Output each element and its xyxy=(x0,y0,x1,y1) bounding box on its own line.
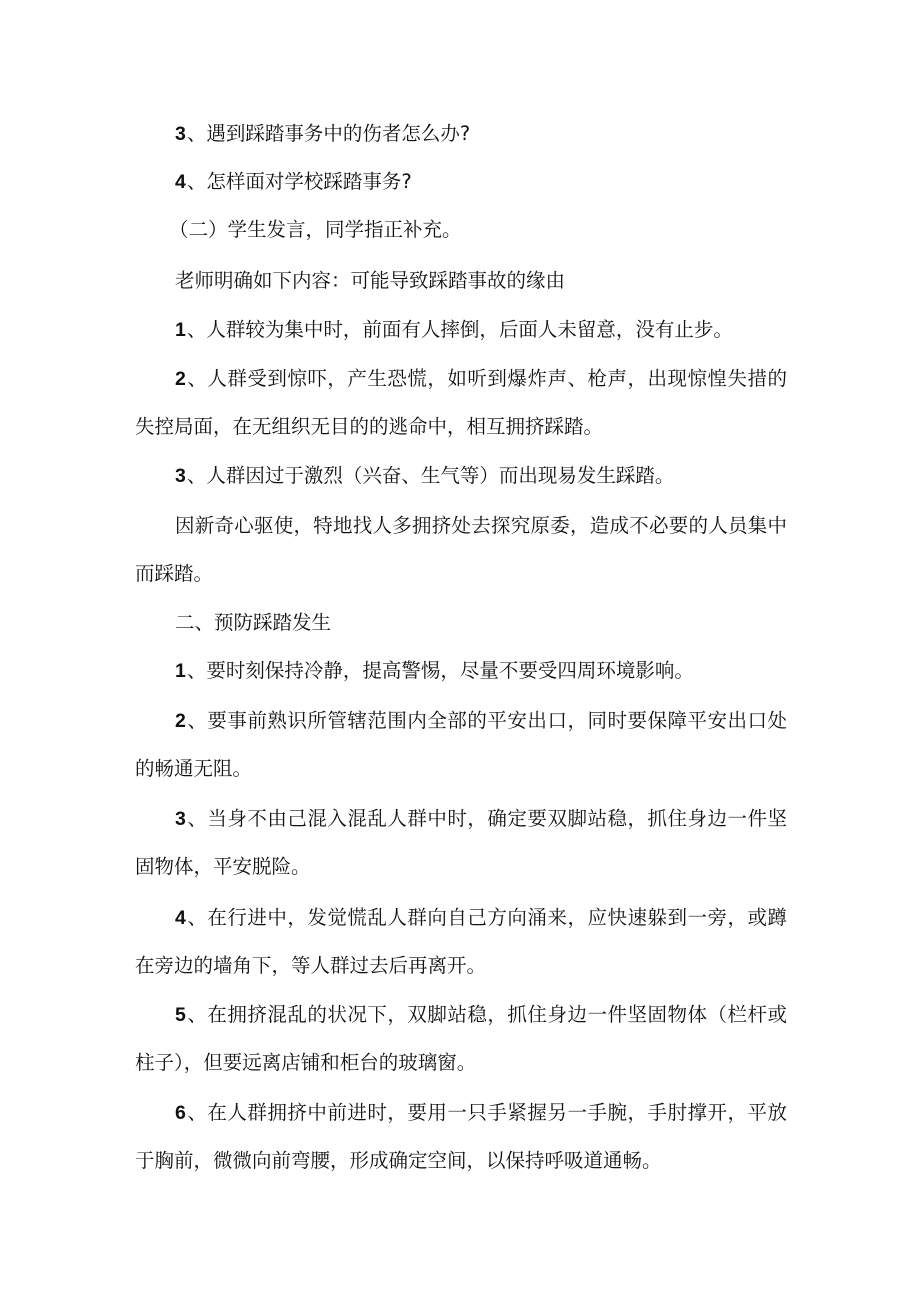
prevention-3 xyxy=(135,795,787,891)
cause-2 xyxy=(135,355,787,451)
prevention-2 xyxy=(135,697,787,793)
paragraph-text: 二、预防踩踏发生 xyxy=(175,611,332,634)
section-prevention-heading xyxy=(135,599,787,647)
paragraph-text: 、怎样面对学校踩踏事务? xyxy=(186,170,412,193)
paragraph-text: 、当身不由己混入混乱人群中时，确定要双脚站稳，抓住身边一件坚固物体，平安脱险。 xyxy=(135,807,787,878)
section-student-speech xyxy=(135,206,787,254)
item-number: 2 xyxy=(175,710,186,732)
question-3 xyxy=(135,110,787,158)
teacher-summary xyxy=(135,257,787,305)
paragraph-text: 、遇到踩踏事务中的伤者怎么办? xyxy=(186,122,471,145)
item-number: 5 xyxy=(175,1004,186,1026)
paragraph-text: 、人群因过于激烈（兴奋、生气等）而出现易发生踩踏。 xyxy=(186,464,675,487)
prevention-1 xyxy=(135,647,787,695)
paragraph-text: 、要时刻保持冷静，提高警惕，尽量不要受四周环境影响。 xyxy=(186,659,694,682)
question-4 xyxy=(135,158,787,206)
item-number: 3 xyxy=(175,123,186,145)
paragraph-text: 老师明确如下内容：可能导致踩踏事故的缘由 xyxy=(175,269,566,292)
item-number: 6 xyxy=(175,1102,186,1124)
prevention-6 xyxy=(135,1089,787,1185)
paragraph-text: 、在拥挤混乱的状况下，双脚站稳，抓住身边一件坚固物体（栏杆或柱子），但要远离店铺和柜台的玻璃窗。 xyxy=(135,1003,787,1074)
cause-curiosity xyxy=(135,502,787,598)
cause-3 xyxy=(135,452,787,500)
item-number: 3 xyxy=(175,465,186,487)
item-number: 4 xyxy=(175,907,186,929)
item-number: 2 xyxy=(175,368,186,390)
paragraph-text: 、人群较为集中时，前面有人摔倒，后面人未留意，没有止步。 xyxy=(186,318,733,341)
paragraph-text: 、人群受到惊吓，产生恐慌，如听到爆炸声、枪声，出现惊惶失措的失控局面，在无组织无目的的逃命中，相互拥挤踩踏。 xyxy=(135,367,787,438)
cause-1 xyxy=(135,306,787,354)
item-number: 3 xyxy=(175,808,186,830)
item-number: 1 xyxy=(175,319,186,341)
paragraph-text: 因新奇心驱使，特地找人多拥挤处去探究原委，造成不必要的人员集中而踩踏。 xyxy=(135,514,787,585)
prevention-5 xyxy=(135,991,787,1087)
prevention-4 xyxy=(135,894,787,990)
item-number: 1 xyxy=(175,660,186,682)
item-number: 4 xyxy=(175,171,186,193)
paragraph-text: （二）学生发言，同学指正补充。 xyxy=(169,218,462,241)
paragraph-text: 、在行进中，发觉慌乱人群向自己方向涌来，应快速躲到一旁，或蹲在旁边的墙角下，等人群过去后再离开。 xyxy=(135,906,787,977)
paragraph-text: 、在人群拥挤中前进时，要用一只手紧握另一手腕，手肘撑开，平放于胸前，微微向前弯腰，形成确定空间，以保持呼吸道通畅。 xyxy=(135,1101,787,1172)
paragraph-text: 、要事前熟识所管辖范围内全部的平安出口，同时要保障平安出口处的畅通无阻。 xyxy=(135,709,787,780)
